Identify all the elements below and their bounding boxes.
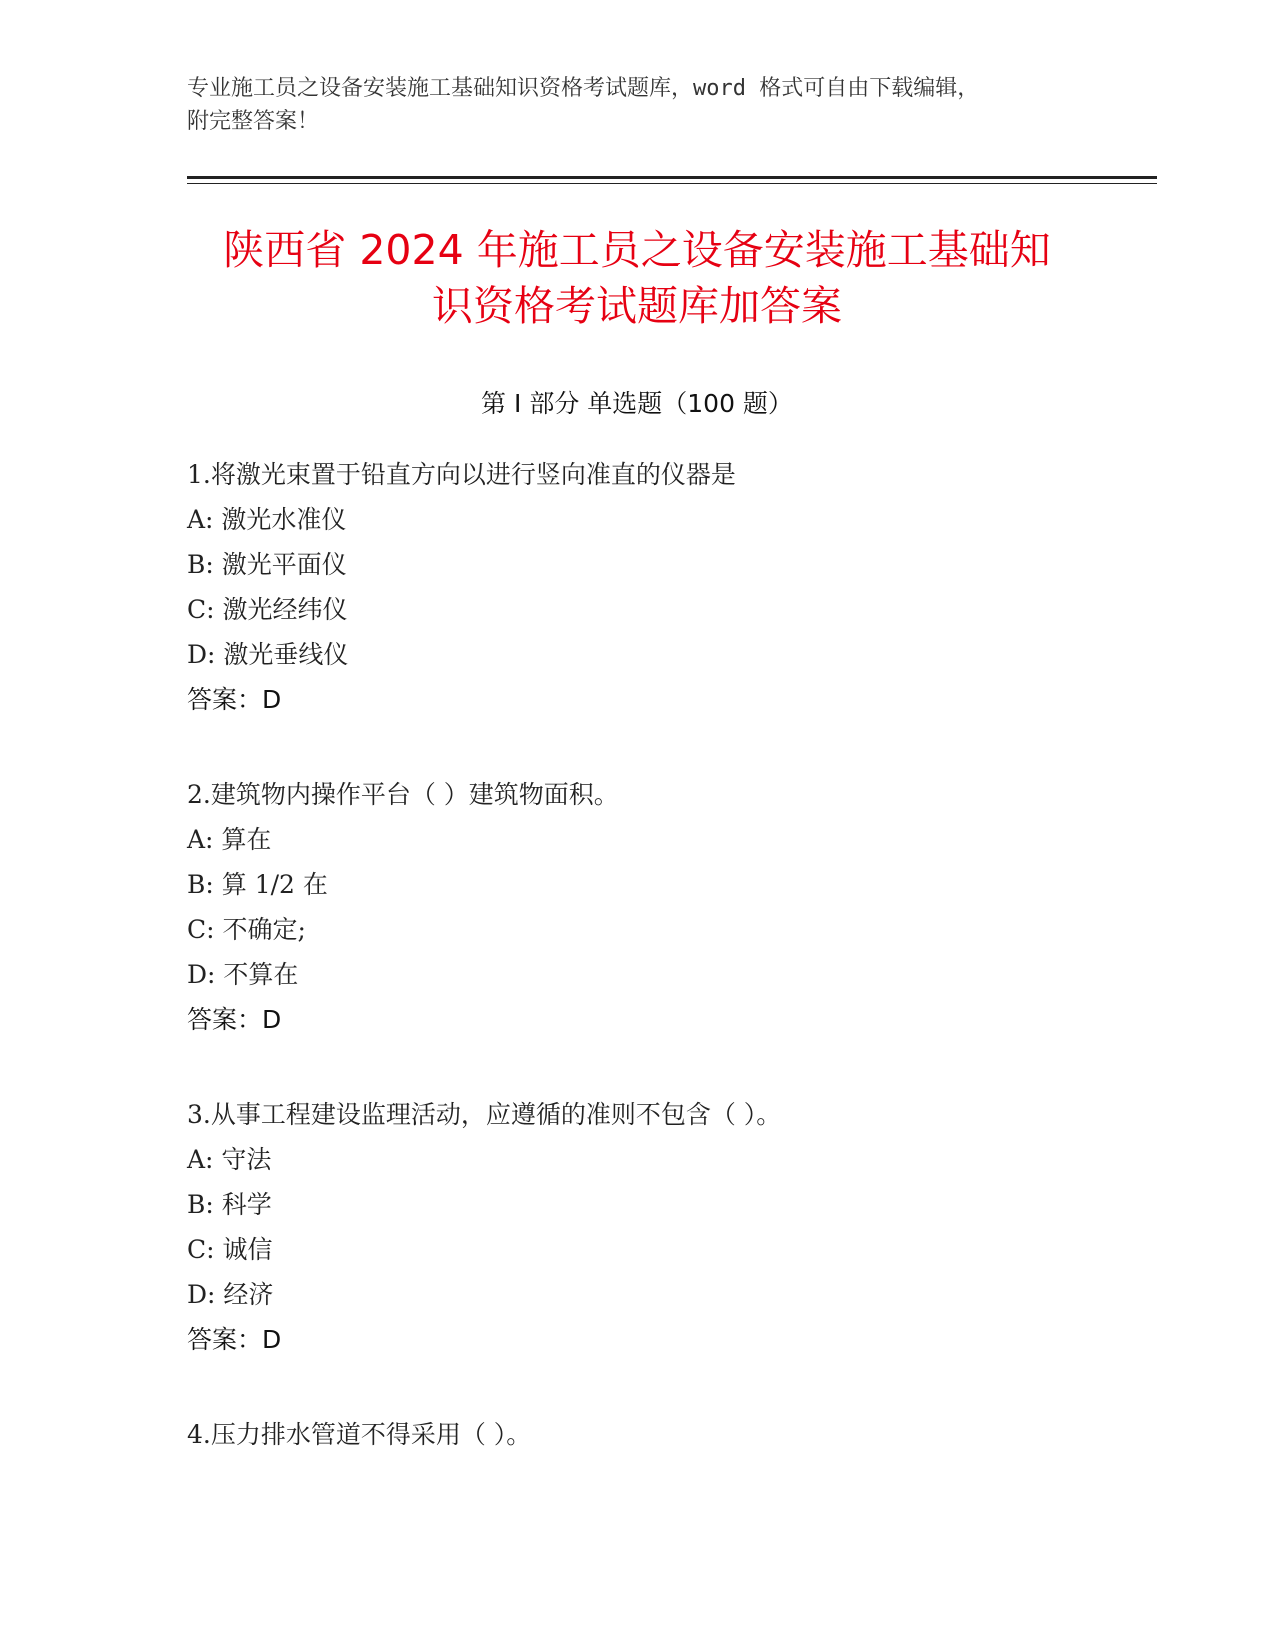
question-3 [187, 1092, 1137, 1362]
answer-text: 答案：D [187, 1005, 282, 1034]
header-rule-thin [187, 183, 1157, 184]
option-d: D: 激光垂线仪 [187, 640, 349, 669]
header-note [187, 72, 1087, 138]
header-note-line-2: 附完整答案！ [187, 109, 320, 134]
document-title-line-1: 陕西省 2024 年施工员之设备安装施工基础知 [223, 226, 1051, 274]
question-stem: 2.建筑物内操作平台（ ）建筑物面积。 [187, 780, 619, 809]
option-b: B: 算 1/2 在 [187, 870, 328, 899]
option-c: C: 不确定; [187, 915, 306, 944]
answer-text: 答案：D [187, 1325, 282, 1354]
option-b: B: 激光平面仪 [187, 550, 347, 579]
section-heading: 第 I 部分 单选题（100 题） [481, 389, 793, 418]
option-c: C: 诚信 [187, 1235, 273, 1264]
question-stem: 1.将激光束置于铅直方向以进行竖向准直的仪器是 [187, 460, 736, 489]
question-stem: 3.从事工程建设监理活动，应遵循的准则不包含（ ）。 [187, 1100, 782, 1129]
question-stem: 4.压力排水管道不得采用（ ）。 [187, 1420, 532, 1449]
question-2 [187, 772, 1137, 1042]
header-rule-thick [187, 176, 1157, 179]
option-d: D: 经济 [187, 1280, 274, 1309]
document-title [187, 222, 1087, 334]
header-note-line-1: 专业施工员之设备安装施工基础知识资格考试题库，word 格式可自由下载编辑， [187, 76, 980, 101]
option-d: D: 不算在 [187, 960, 299, 989]
document-title-line-2: 识资格考试题库加答案 [432, 282, 842, 330]
question-4 [187, 1412, 1137, 1457]
answer-text: 答案：D [187, 685, 282, 714]
option-a: A: 守法 [187, 1145, 272, 1174]
option-a: A: 算在 [187, 825, 272, 854]
option-b: B: 科学 [187, 1190, 272, 1219]
option-a: A: 激光水准仪 [187, 505, 347, 534]
option-c: C: 激光经纬仪 [187, 595, 348, 624]
question-1 [187, 452, 1137, 722]
